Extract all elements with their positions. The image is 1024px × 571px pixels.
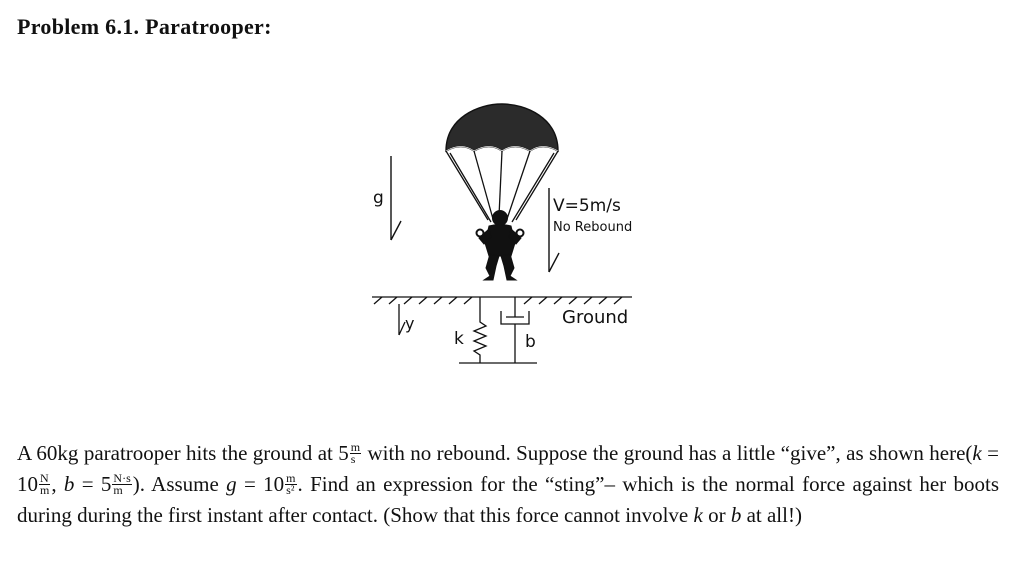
parachute-icon: [446, 104, 558, 222]
k-symbol: k: [972, 441, 982, 465]
paratrooper-figure: [360, 98, 660, 378]
fraction-numerator: N·s: [113, 470, 131, 485]
unit-fraction-velocity: [350, 439, 361, 466]
text-part: ,: [51, 472, 64, 496]
paratrooper-icon: [477, 211, 524, 281]
velocity-label: V=5m/s: [553, 196, 621, 216]
text-part: A 60kg paratrooper hits the ground at 5: [17, 441, 349, 465]
fraction-denominator: s: [350, 451, 356, 466]
y-label: y: [405, 314, 415, 333]
rebound-label: No Rebound: [553, 220, 633, 235]
fraction-numerator: m: [286, 470, 296, 485]
problem-statement: [17, 438, 999, 531]
gravity-arrow: [391, 156, 401, 240]
unit-fraction-spring: [39, 470, 50, 497]
fraction-denominator: s²: [286, 482, 295, 497]
damper-icon: [501, 297, 529, 363]
text-part: or: [702, 503, 731, 527]
spring-label: k: [454, 329, 464, 349]
spring-icon: [474, 297, 486, 363]
unit-fraction-gravity: [285, 470, 296, 497]
fraction-numerator: N: [40, 470, 49, 485]
fraction-numerator: m: [350, 439, 361, 454]
gravity-label: g: [373, 188, 384, 208]
k-symbol: k: [693, 503, 703, 527]
text-part: at all!): [741, 503, 802, 527]
ground-line: [372, 297, 632, 304]
fraction-denominator: m: [40, 482, 50, 497]
text-part: ). Assume: [132, 472, 227, 496]
text-part: . Find an expression for the “sting”– which is the normal force against her boots during during the first instant after contact. (Show that this force cannot involve: [17, 472, 1000, 527]
fraction-denominator: m: [113, 482, 123, 497]
b-symbol: b: [63, 472, 75, 496]
b-symbol: b: [730, 503, 742, 527]
ground-label: Ground: [562, 307, 629, 328]
problem-title: Problem 6.1. Paratrooper:: [17, 14, 272, 39]
damper-label: b: [525, 332, 536, 352]
text-part: with no rebound. Suppose the ground has a little “give”, as shown here(: [362, 441, 973, 465]
text-part: = 5: [74, 472, 112, 496]
text-part: = 10: [17, 441, 999, 496]
text-part: = 10: [236, 472, 285, 496]
g-symbol: g: [226, 472, 237, 496]
unit-fraction-damper: [112, 470, 131, 497]
